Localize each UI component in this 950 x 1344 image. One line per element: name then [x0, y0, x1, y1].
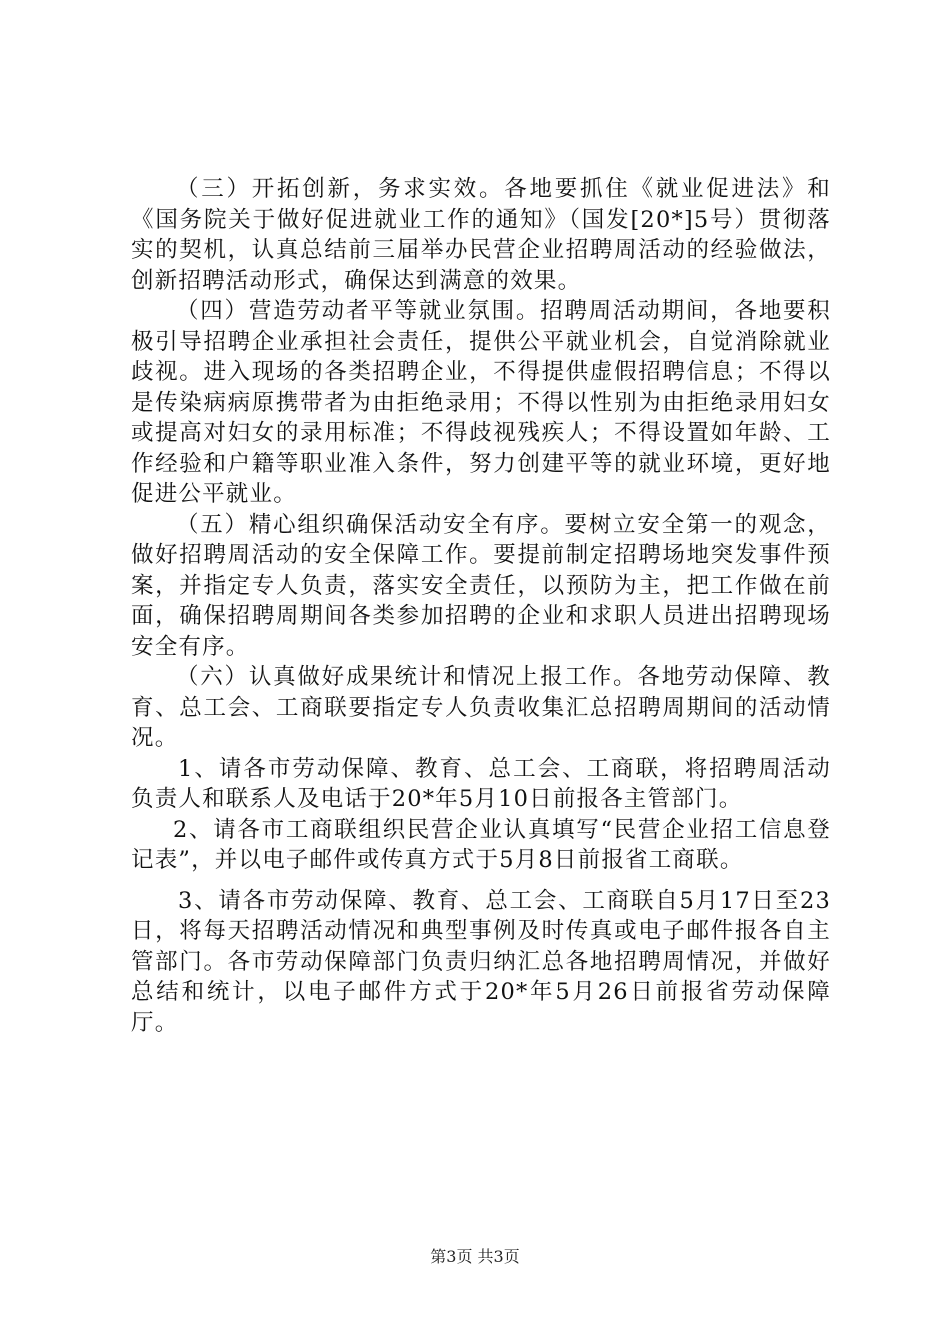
page-number-footer: 第3页 共3页 — [430, 1247, 520, 1266]
paragraph-section-5: （五）精心组织确保活动安全有序。要树立安全第一的观念，做好招聘周活动的安全保障工作。要提前制定招聘场地突发事件预案，并指定专人负责，落实安全责任，以预防为主，把工作做在前面，确保招聘周期间各类参加招聘的企业和求职人员进出招聘现场安全有序。 — [131, 511, 831, 660]
paragraph-section-4: （四）营造劳动者平等就业氛围。招聘周活动期间，各地要积极引导招聘企业承担社会责任，提供公平就业机会，自觉消除就业歧视。进入现场的各类招聘企业，不得提供虚假招聘信息；不得以是传染病病原携带者为由拒绝录用；不得以性别为由拒绝录用妇女或提高对妇女的录用标准；不得歧视残疾人；不得设置如年龄、工作经验和户籍等职业准入条件，努力创建平等的就业环境，更好地促进公平就业。 — [131, 298, 831, 507]
paragraph-section-3: （三）开拓创新，务求实效。各地要抓住《就业促进法》和《国务院关于做好促进就业工作的通知》（国发[20*]5号）贯彻落实的契机，认真总结前三届举办民营企业招聘周活动的经验做法，创新招聘活动形式，确保达到满意的效果。 — [131, 176, 831, 294]
paragraph-section-6: （六）认真做好成果统计和情况上报工作。各地劳动保障、教育、总工会、工商联要指定专人负责收集汇总招聘周期间的活动情况。 — [131, 664, 831, 751]
document-body — [131, 174, 831, 1038]
paragraph-item-3: 3、请各市劳动保障、教育、总工会、工商联自5月17日至23日，将每天招聘活动情况和典型事例及时传真或电子邮件报各自主管部门。各市劳动保障部门负责归纳汇总各地招聘周情况，并做好总结和统计，以电子邮件方式于20*年5月26日前报省劳动保障厅。 — [131, 887, 831, 1036]
paragraph-item-1: 1、请各市劳动保障、教育、总工会、工商联，将招聘周活动负责人和联系人及电话于20*年5月10日前报各主管部门。 — [131, 755, 831, 812]
paragraph-item-2: 2、请各市工商联组织民营企业认真填写“民营企业招工信息登记表”，并以电子邮件或传真方式于5月8日前报省工商联。 — [131, 816, 831, 873]
